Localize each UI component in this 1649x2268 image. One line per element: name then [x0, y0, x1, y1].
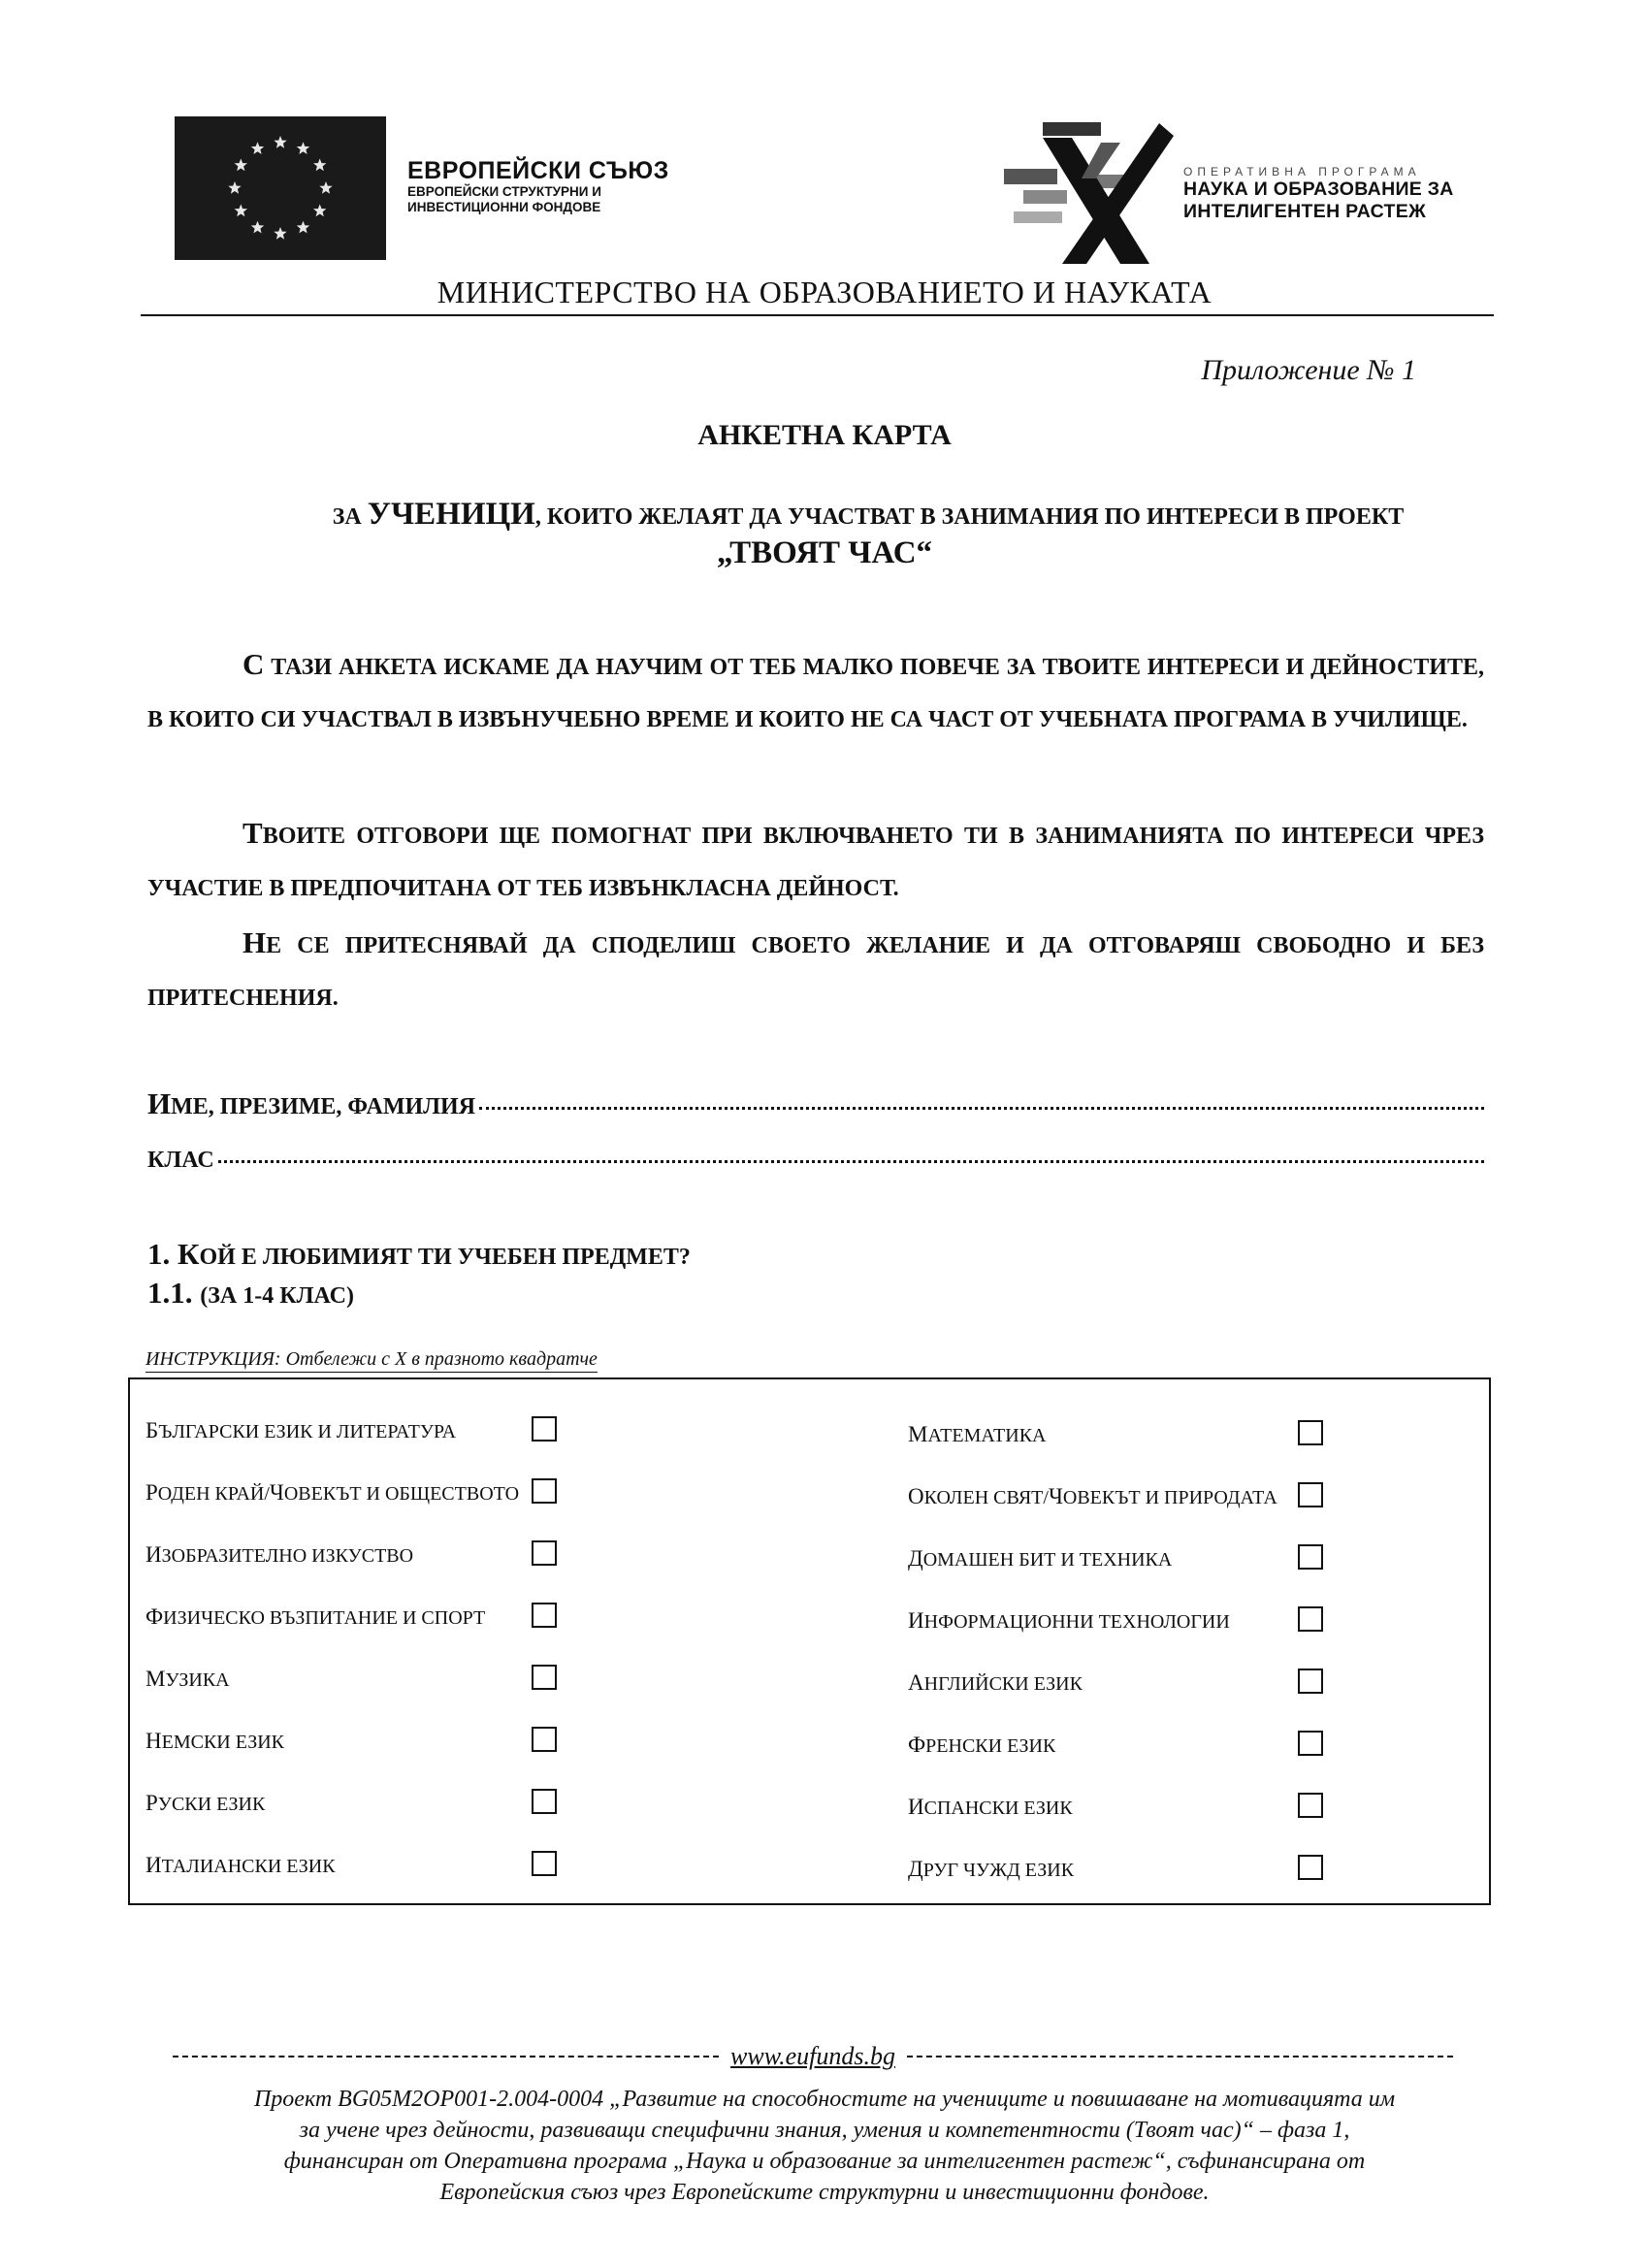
intro-paragraph-3 [147, 917, 1484, 1024]
subject-label [908, 1608, 1230, 1634]
question-1-1-text: (ЗА 1-4 КЛАС) [200, 1283, 354, 1309]
eu-star-icon [251, 142, 264, 154]
footer-line-3: финансиран от Оперативна програма „Наука и образование за интелигентен растеж“, съфинансирана от [283, 2149, 1366, 2174]
ministry-title: МИНИСТЕРСТВО НА ОБРАЗОВАНИЕТО И НАУКАТА [436, 275, 1212, 309]
question-1-text: ОЙ Е ЛЮБИМИЯТ ТИ УЧЕБЕН ПРЕДМЕТ? [199, 1245, 691, 1270]
eu-title: ЕВРОПЕЙСКИ СЪЮЗ [407, 157, 669, 184]
annex-label: Приложение № 1 [1201, 354, 1416, 386]
document-subtitle [0, 497, 1649, 533]
eu-star-icon [313, 159, 326, 172]
eu-star-icon [235, 205, 247, 217]
subject-checkbox[interactable] [1298, 1606, 1323, 1632]
subject-checkbox[interactable] [1298, 1731, 1323, 1756]
op-program-logo [1004, 118, 1174, 266]
subject-checkbox[interactable] [1298, 1793, 1323, 1818]
eu-star-icon [297, 142, 309, 154]
subject-label [908, 1546, 1172, 1571]
footer-dash-left [173, 2056, 719, 2057]
subject-label-part: Д [908, 1546, 923, 1571]
subject-label-part: ОДЕН КРАЙ/ [157, 1483, 270, 1505]
header-divider [141, 314, 1494, 316]
subject-label-part: СПАНСКИ ЕЗИК [923, 1798, 1073, 1819]
intro-paragraph-1 [147, 638, 1484, 746]
subjects-checklist [128, 1377, 1491, 1905]
subject-row [130, 1785, 1489, 1824]
op-title-line1: НАУКА И ОБРАЗОВАНИЕ ЗА [1183, 178, 1454, 200]
instruction-text: ИНСТРУКЦИЯ: Отбележи с Х в празното квадратче [146, 1348, 598, 1373]
subject-label-part: ЪЛГАРСКИ ЕЗИК И ЛИТЕРАТУРА [158, 1421, 457, 1442]
subject-label-part: И [908, 1795, 924, 1819]
footer-line-1: Проект BG05M2OP001-2.004-0004 „Развитие на способностите на учениците и повишаване на мотивацията им [253, 2087, 1396, 2112]
question-1-heading [147, 1237, 691, 1272]
subject-label-part: Ф [146, 1604, 164, 1629]
intro-paragraph-2 [147, 807, 1484, 915]
question-1-initial: К [178, 1237, 200, 1271]
name-field-dotted-line[interactable] [479, 1107, 1484, 1110]
op-small-label: ОПЕРАТИВНА ПРОГРАМА [1183, 165, 1421, 178]
subject-label [908, 1422, 1046, 1447]
subject-label [908, 1857, 1074, 1882]
subject-label-part: ИЗИЧЕСКО ВЪЗПИТАНИЕ И СПОРТ [163, 1607, 486, 1629]
footer-url-line [173, 2042, 1453, 2071]
subject-checkbox[interactable] [1298, 1855, 1323, 1880]
intro-p3-text: Е СЕ ПРИТЕСНЯВАЙ ДА СПОДЕЛИШ СВОЕТО ЖЕЛАНИЕ И ДА ОТГОВАРЯШ СВОБОДНО И БЕЗ ПРИТЕСНЕНИЯ. [147, 933, 1484, 1011]
intro-p1-initial: С [242, 647, 265, 681]
subject-label-part: РУГ ЧУЖД ЕЗИК [922, 1860, 1075, 1881]
project-name: „ТВОЯТ ЧАС“ [716, 535, 933, 570]
subject-label-part: И [146, 1542, 162, 1567]
subject-label [908, 1733, 1055, 1758]
subject-row [130, 1412, 1489, 1451]
subject-row [130, 1599, 1489, 1637]
eu-star-icon [274, 136, 286, 148]
eu-star-icon [228, 181, 241, 194]
subject-label-part: Д [908, 1857, 923, 1881]
subject-label-part: ТАЛИАНСКИ ЕЗИК [161, 1856, 336, 1877]
subject-label-part: НГЛИЙСКИ ЕЗИК [923, 1673, 1083, 1695]
subject-label-part: РЕНСКИ ЕЗИК [925, 1735, 1056, 1757]
eu-star-icon [235, 159, 247, 172]
intro-p1-text: ТАЗИ АНКЕТА ИСКАМЕ ДА НАУЧИМ ОТ ТЕБ МАЛКО ПОВЕЧЕ ЗА ТВОИТЕ ИНТЕРЕСИ И ДЕЙНОСТИТЕ, В КОИТО СИ УЧАСТВАЛ В ИЗВЪНУЧЕБНО ВРЕМЕ И КОИТО НЕ СА ЧАСТ ОТ УЧЕБНАТА ПРОГРАМА В УЧИЛИЩЕ. [147, 655, 1484, 732]
eu-subtitle-line1: ЕВРОПЕЙСКИ СТРУКТУРНИ И [407, 184, 601, 199]
subject-label-part: Б [146, 1418, 159, 1442]
subject-label [908, 1795, 1073, 1820]
eu-logo-text [407, 157, 669, 215]
subject-label-part: УСКИ ЕЗИК [157, 1794, 266, 1815]
intro-p2-initial: Т [242, 816, 263, 850]
eu-star-icon [319, 181, 332, 194]
class-field-label: КЛАС [147, 1148, 214, 1173]
subject-checkbox[interactable] [1298, 1669, 1323, 1694]
name-field-initial: И [147, 1086, 172, 1120]
subject-label-part: И [908, 1608, 924, 1633]
question-1-1-number: 1.1. [147, 1276, 201, 1310]
subject-row [130, 1474, 1489, 1513]
subject-label-part: Ч [1048, 1484, 1063, 1508]
footer-project-info [146, 2084, 1504, 2208]
eu-stars-icon [175, 116, 386, 260]
subtitle-highlight: УЧЕНИЦИ [367, 497, 535, 532]
class-field[interactable] [147, 1148, 1484, 1174]
subject-label-part: Н [146, 1729, 162, 1753]
eu-star-icon [274, 227, 286, 240]
intro-p2-text: ВОИТЕ ОТГОВОРИ ЩЕ ПОМОГНАТ ПРИ ВКЛЮЧВАНЕТО ТИ В ЗАНИМАНИЯТА ПО ИНТЕРЕСИ ЧРЕЗ УЧАСТИЕ В ПРЕДПОЧИТАНА ОТ ТЕБ ИЗВЪНКЛАСНА ДЕЙНОСТ. [147, 824, 1484, 901]
subject-label [908, 1484, 1277, 1509]
subtitle-prefix: ЗА [332, 504, 362, 530]
eu-star-icon [297, 221, 309, 234]
footer-line-2: за учене чрез дейности, развиващи специфични знания, умения и компетентности (Твоят час)“ – фаза 1, [299, 2118, 1350, 2143]
op-x-emblem-icon [1004, 118, 1174, 266]
eu-subtitle-line2: ИНВЕСТИЦИОННИ ФОНДОВЕ [407, 200, 601, 214]
subject-label-part: ОВЕКЪТ И ПРИРОДАТА [1062, 1487, 1277, 1508]
footer-url-link[interactable]: www.eufunds.bg [730, 2042, 895, 2070]
subject-label-part: О [908, 1484, 924, 1508]
footer-line-4: Европейския съюз чрез Европейските структурни и инвестиционни фондове. [439, 2180, 1210, 2205]
subject-label-part: НФОРМАЦИОННИ ТЕХНОЛОГИИ [923, 1611, 1230, 1633]
subject-label-part: УЗИКА [165, 1669, 230, 1691]
eu-flag-logo [175, 116, 386, 260]
subject-label-part: И [146, 1853, 162, 1877]
subject-label-part: ЗОБРАЗИТЕЛНО ИЗКУСТВО [161, 1545, 414, 1567]
subject-label-part: ЕМСКИ ЕЗИК [161, 1732, 285, 1753]
eu-star-icon [313, 205, 326, 217]
name-field-label: МЕ, ПРЕЗИМЕ, ФАМИЛИЯ [171, 1094, 476, 1119]
subject-label [908, 1670, 1083, 1696]
subject-row [130, 1847, 1489, 1886]
footer-dash-right [907, 2056, 1453, 2057]
subject-checkbox[interactable] [1298, 1544, 1323, 1570]
question-1-1-heading [147, 1276, 354, 1311]
question-1-number: 1. [147, 1237, 178, 1271]
subject-checkbox[interactable] [1298, 1482, 1323, 1507]
subject-label-part: Ф [908, 1733, 926, 1757]
op-title-line2: ИНТЕЛИГЕНТЕН РАСТЕЖ [1183, 201, 1427, 222]
subject-row [130, 1661, 1489, 1700]
subject-label-part: ОМАШЕН БИТ И ТЕХНИКА [922, 1549, 1173, 1571]
subject-label-part: Ч [269, 1480, 284, 1505]
name-field[interactable] [147, 1086, 1484, 1121]
intro-p3-initial: Н [242, 925, 267, 959]
op-logo-text [1183, 165, 1454, 223]
subject-label-part: АТЕМАТИКА [927, 1425, 1047, 1446]
subject-label-part: ОВЕКЪТ И ОБЩЕСТВОТО [283, 1483, 520, 1505]
subject-label-part: Р [146, 1791, 158, 1815]
subject-row [130, 1723, 1489, 1762]
eu-star-icon [251, 221, 264, 234]
subject-label-part: М [908, 1422, 928, 1446]
subject-label-part: КОЛЕН СВЯТ/ [923, 1487, 1049, 1508]
subtitle-rest: , КОИТО ЖЕЛАЯТ ДА УЧАСТВАТ В ЗАНИМАНИЯ ПО ИНТЕРЕСИ В ПРОЕКТ [534, 504, 1405, 530]
subject-row [130, 1537, 1489, 1575]
class-field-dotted-line[interactable] [218, 1160, 1484, 1163]
subject-label-part: М [146, 1667, 166, 1691]
subject-label-part: Р [146, 1480, 158, 1505]
subject-checkbox[interactable] [1298, 1420, 1323, 1445]
document-title: АНКЕТНА КАРТА [697, 419, 952, 451]
subject-label-part: А [908, 1670, 924, 1695]
